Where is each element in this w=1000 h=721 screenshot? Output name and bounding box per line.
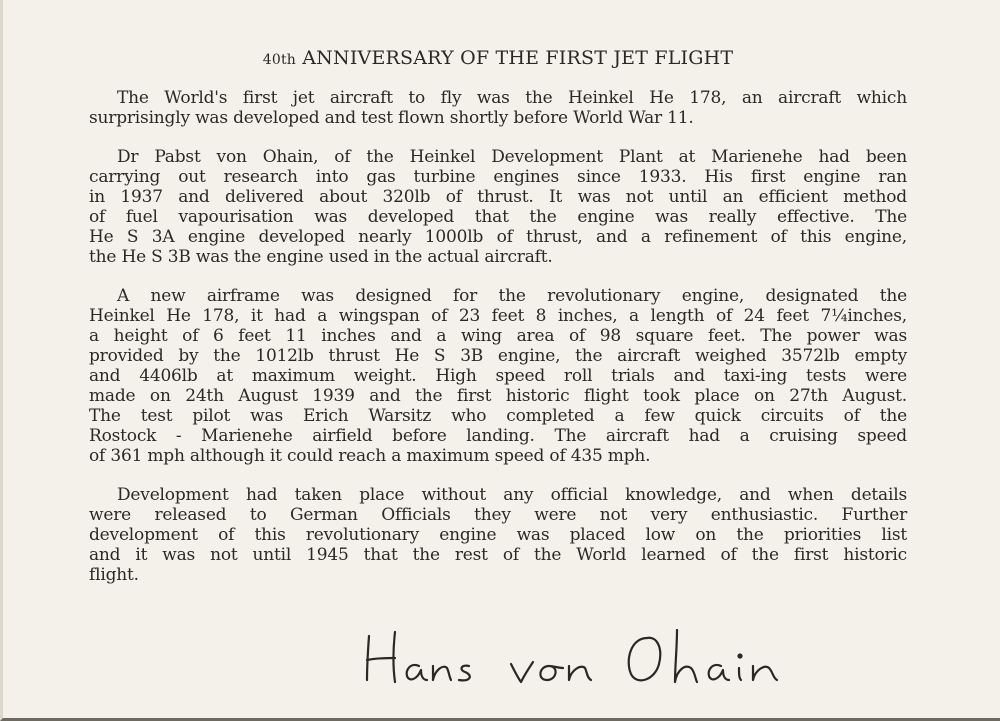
text-line: were released to German Officials they were not very enthusiastic. Further bbox=[89, 505, 907, 525]
text-line: flight. bbox=[89, 565, 139, 585]
paragraph-2 bbox=[89, 147, 907, 267]
paragraph-4 bbox=[89, 485, 907, 585]
text-line: A new airframe was designed for the revolutionary engine, designated the bbox=[117, 286, 907, 306]
title-prefix: 40th bbox=[262, 52, 296, 68]
text-line: The test pilot was Erich Warsitz who completed a few quick circuits of the bbox=[89, 406, 907, 426]
text-line: Dr Pabst von Ohain, of the Heinkel Development Plant at Marienehe had been bbox=[117, 147, 907, 167]
text-line: a height of 6 feet 11 inches and a wing area of 98 square feet. The power was bbox=[89, 326, 907, 346]
paragraph-3 bbox=[89, 286, 907, 466]
document-body bbox=[89, 46, 907, 604]
text-line: He S 3A engine developed nearly 1000lb of thrust, and a refinement of this engine, bbox=[89, 227, 907, 247]
text-line: The World's first jet aircraft to fly was the Heinkel He 178, an aircraft which bbox=[117, 88, 907, 108]
text-line: of fuel vapourisation was developed that the engine was really effective. The bbox=[89, 207, 907, 227]
text-line: Heinkel He 178, it had a wingspan of 23 feet 8 inches, a length of 24 feet 7¼inches, bbox=[89, 306, 907, 326]
text-line: the He S 3B was the engine used in the actual aircraft. bbox=[89, 247, 553, 267]
text-line: and 4406lb at maximum weight. High speed roll trials and taxi-ing tests were bbox=[89, 366, 907, 386]
title-main: ANNIVERSARY OF THE FIRST JET FLIGHT bbox=[302, 47, 734, 69]
text-line: surprisingly was developed and test flown shortly before World War 11. bbox=[89, 108, 694, 128]
text-line: in 1937 and delivered about 320lb of thrust. It was not until an efficient method bbox=[89, 187, 907, 207]
paragraph-1 bbox=[89, 88, 907, 128]
document-title bbox=[89, 46, 907, 72]
text-line: made on 24th August 1939 and the first historic flight took place on 27th August. bbox=[89, 386, 907, 406]
text-line: and it was not until 1945 that the rest of the World learned of the first historic bbox=[89, 545, 907, 565]
text-line: development of this revolutionary engine was placed low on the priorities list bbox=[89, 525, 907, 545]
text-line: carrying out research into gas turbine engines since 1933. His first engine ran bbox=[89, 167, 907, 187]
text-line: Rostock - Marienehe airfield before landing. The aircraft had a cruising speed bbox=[89, 426, 907, 446]
text-line: of 361 mph although it could reach a maximum speed of 435 mph. bbox=[89, 446, 651, 466]
text-line: provided by the 1012lb thrust He S 3B engine, the aircraft weighed 3572lb empty bbox=[89, 346, 907, 366]
signature-image bbox=[355, 620, 805, 700]
text-line: Development had taken place without any official knowledge, and when details bbox=[117, 485, 907, 505]
